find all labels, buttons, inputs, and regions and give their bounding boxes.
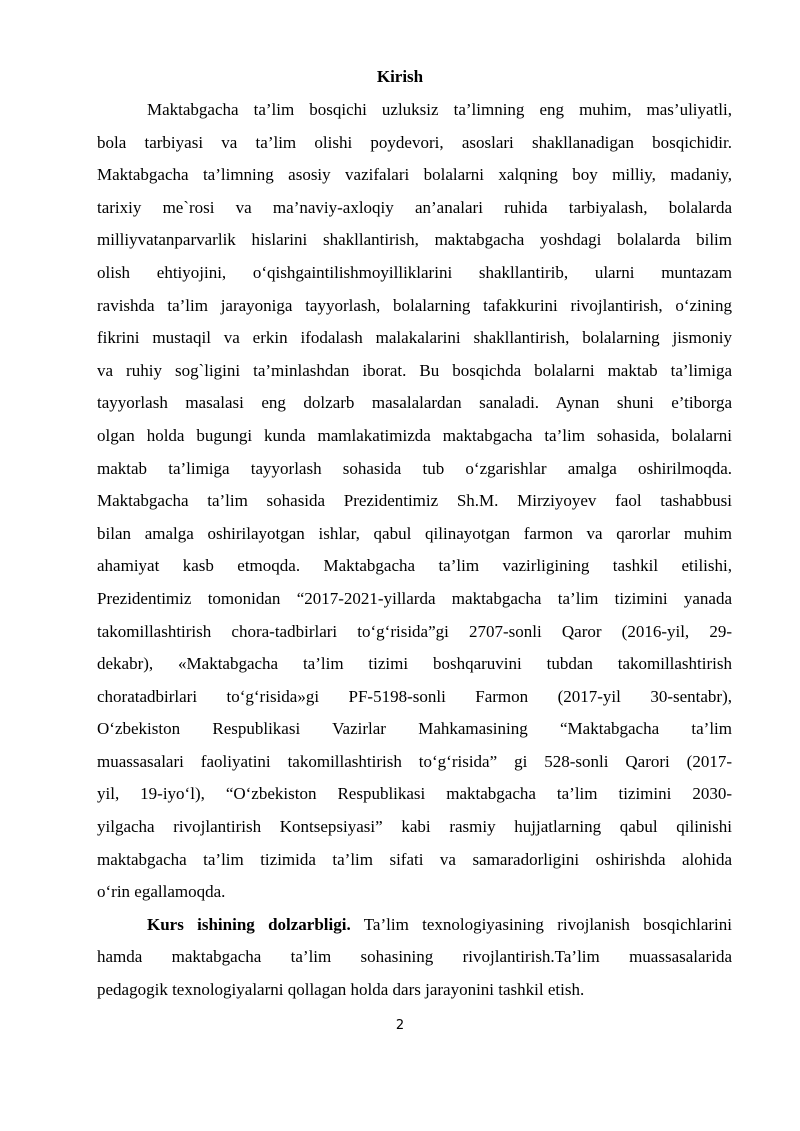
- relevance-heading: Kurs ishining dolzarbligi.: [147, 914, 351, 934]
- text-line: milliyvatanparvarlik hislarini shakllantirish, maktabgacha yoshdagi bolalarda bilim: [97, 230, 732, 250]
- text-line: takomillashtirish chora-tadbirlari to‘g‘risida”gi 2707-sonli Qaror (2016-yil, 29-: [97, 621, 732, 641]
- text-line: O‘zbekiston Respublikasi Vazirlar Mahkamasining “Maktabgacha ta’lim: [97, 719, 732, 739]
- paragraph-relevance: [97, 909, 732, 1007]
- text-line: pedagogik texnologiyalarni qollagan holda dars jarayonini tashkil etish.: [97, 980, 585, 1000]
- text-line: maktabgacha ta’lim tizimida ta’lim sifati va samaradorligini oshirishda alohida: [97, 849, 732, 869]
- text-line: olgan holda bugungi kunda mamlakatimizda maktabgacha ta’lim sohasida, bolalarni: [97, 425, 732, 445]
- text-line: Prezidentimiz tomonidan “2017-2021-yillarda maktabgacha ta’lim tizimini yanada: [97, 588, 732, 608]
- text-line: maktab ta’limiga tayyorlash sohasida tub o‘zgarishlar amalga oshirilmoqda.: [97, 458, 732, 478]
- text-line: ahamiyat kasb etmoqda. Maktabgacha ta’lim vazirligining tashkil etilishi,: [97, 556, 732, 576]
- body-text: [97, 94, 732, 1007]
- text-line: [97, 909, 732, 942]
- text-line: o‘rin egallamoqda.: [97, 882, 226, 902]
- text-line: va ruhiy sog`ligini ta’minlashdan iborat. Bu bosqichda bolalarni maktab ta’limiga: [97, 360, 732, 380]
- text-line: yilgacha rivojlantirish Kontsepsiyasi” kabi rasmiy hujjatlarning qabul qilinishi: [97, 817, 732, 837]
- text-line: ravishda ta’lim jarayoniga tayyorlash, bolalarning tafakkurini rivojlantirish, o‘zining: [97, 295, 732, 315]
- paragraph-intro: [97, 94, 732, 909]
- text-line: Maktabgacha ta’limning asosiy vazifalari bolalarni xalqning boy milliy, madaniy,: [97, 165, 732, 185]
- section-title: Kirish: [376, 67, 424, 86]
- text-line: Maktabgacha ta’lim bosqichi uzluksiz ta’limning eng muhim, mas’uliyatli,: [147, 100, 732, 119]
- text-line: choratadbirlari to‘g‘risida»gi PF-5198-sonli Farmon (2017-yil 30-sentabr),: [97, 686, 732, 706]
- text-line: bilan amalga oshirilayotgan ishlar, qabul qilinayotgan farmon va qarorlar muhim: [97, 523, 732, 543]
- text-line: dekabr), «Maktabgacha ta’lim tizimi boshqaruvini tubdan takomillashtirish: [97, 654, 732, 674]
- text-line: fikrini mustaqil va erkin ifodalash malakalarini shakllantirish, bolalarning jismoniy: [97, 328, 732, 348]
- text-run: Ta’lim texnologiyasining rivojlanish bosqichlarini: [350, 914, 732, 934]
- text-line: tarixiy me`rosi va ma’naviy-axloqiy an’analari ruhida tarbiyalash, bolalarda: [97, 197, 732, 217]
- text-line: tayyorlash masalasi eng dolzarb masalalardan sanaladi. Aynan shuni e’tiborga: [97, 393, 732, 413]
- text-line: olish ehtiyojini, o‘qishgaintilishmoyilliklarini shakllantirib, ularni muntazam: [97, 262, 732, 282]
- text-line: hamda maktabgacha ta’lim sohasining rivojlantirish.Ta’lim muassasalarida: [97, 947, 732, 967]
- text-line: Maktabgacha ta’lim sohasida Prezidentimiz Sh.M. Mirziyoyev faol tashabbusi: [97, 491, 732, 511]
- text-line: muassasalari faoliyatini takomillashtirish to‘g‘risida” gi 528-sonli Qarori (2017-: [97, 751, 732, 771]
- text-line: yil, 19-iyo‘l), “O‘zbekiston Respublikasi maktabgacha ta’lim tizimini 2030-: [97, 784, 732, 804]
- text-line: bola tarbiyasi va ta’lim olishi poydevori, asoslari shakllanadigan bosqichidir.: [97, 132, 732, 152]
- page-number: 2: [395, 1018, 405, 1033]
